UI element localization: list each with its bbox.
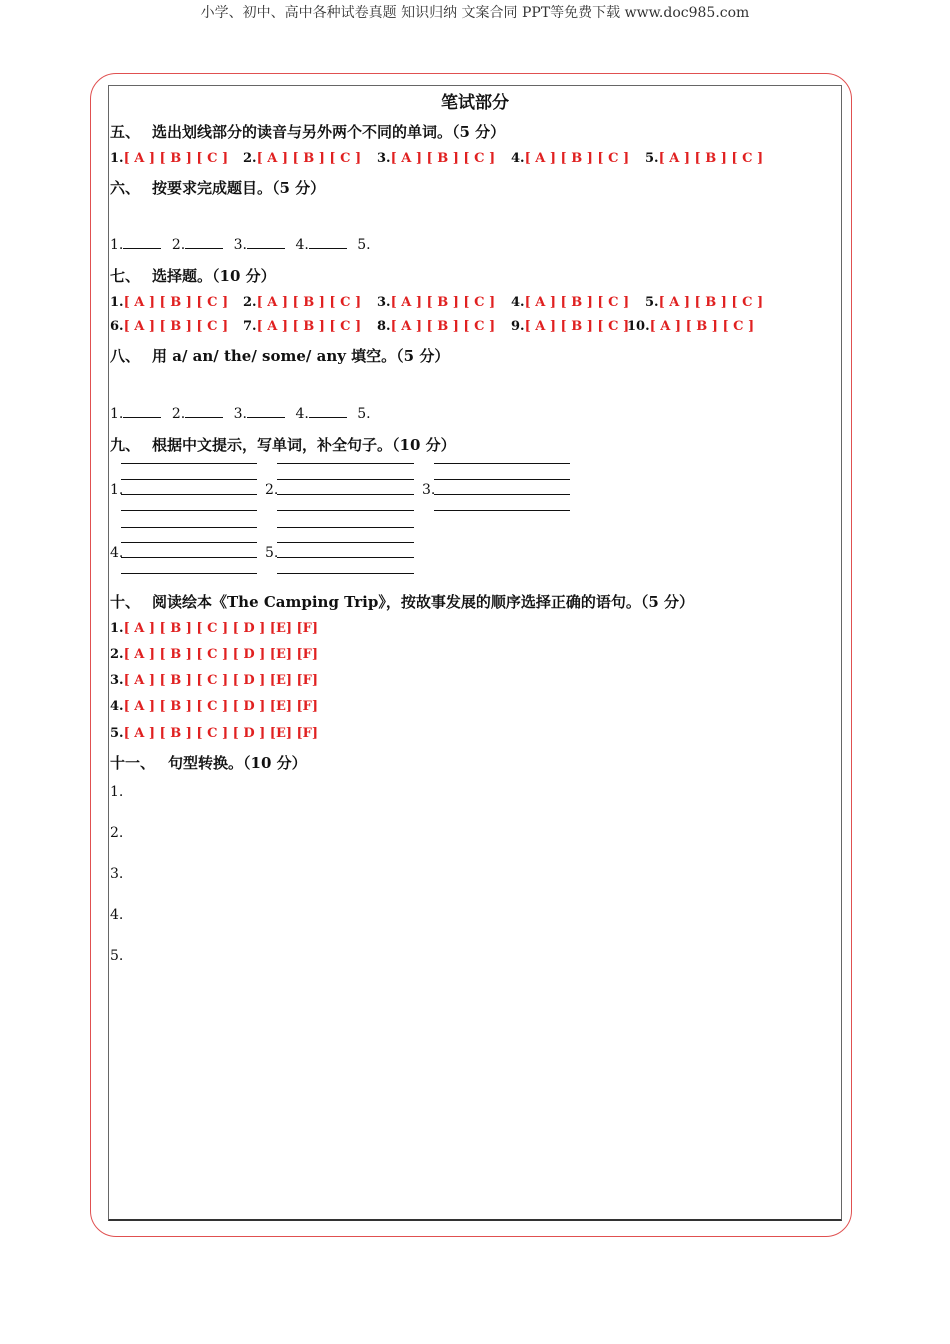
write-line[interactable] (277, 510, 414, 511)
blank-line[interactable] (123, 405, 161, 418)
section-7-heading (110, 265, 276, 286)
choice-boxes: [ A ] [ B ] [ C ] (390, 151, 496, 166)
choice-boxes: [ A ] [ B ] [ C ] (524, 151, 630, 166)
section-text: 阅读绘本《The Camping Trip》，按故事发展的顺序选择正确的语句。（5 分） (152, 593, 694, 611)
section-9-heading (110, 434, 456, 455)
q-number: 6. (110, 319, 124, 334)
s9-label-3: 3. (422, 482, 436, 498)
choice-boxes: [ A ] [ B ] [ C ] (649, 319, 755, 334)
s10-q3[interactable] (110, 673, 318, 688)
s5-q1[interactable] (110, 151, 228, 166)
q-number: 1. (110, 621, 124, 636)
choice-boxes: [ A ] [ B ] [ C ] (390, 319, 496, 334)
s11-answer-2[interactable]: 2. (110, 825, 124, 841)
choice-boxes: [ A ] [ B ] [ C ] (658, 295, 764, 310)
choice-boxes: [ A ] [ B ] [ C ] (256, 295, 362, 310)
write-line[interactable] (121, 479, 257, 480)
choice-boxes: [ A ] [ B ] [ C ] (390, 295, 496, 310)
s7-q6[interactable] (110, 319, 228, 334)
q-number: 4. (511, 295, 525, 310)
choice-boxes: [ A ] [ B ] [ C ] [ D ] [E] [F] (123, 726, 319, 741)
q-number: 2. (243, 295, 257, 310)
q-number: 7. (243, 319, 257, 334)
section-6-heading (110, 177, 325, 198)
s11-answer-1[interactable]: 1. (110, 784, 124, 800)
s11-answer-4[interactable]: 4. (110, 907, 124, 923)
section-number: 六、 (110, 179, 141, 197)
s9-label-4: 4. (110, 545, 124, 561)
q-number: 1. (110, 151, 124, 166)
s5-q5[interactable] (645, 151, 763, 166)
blank-label: 4. (295, 406, 309, 422)
q-number: 3. (377, 295, 391, 310)
s7-q10[interactable] (627, 319, 754, 334)
blank-line[interactable] (185, 405, 223, 418)
s7-q8[interactable] (377, 319, 495, 334)
write-line[interactable] (434, 494, 570, 495)
section-text: 用 a/ an/ the/ some/ any 填空。（5 分） (152, 347, 450, 365)
blank-label: 5. (357, 237, 371, 253)
blank-line[interactable] (123, 236, 161, 249)
choice-boxes: [ A ] [ B ] [ C ] (658, 151, 764, 166)
s9-label-2: 2. (265, 482, 279, 498)
section-number: 七、 (110, 267, 141, 285)
choice-boxes: [ A ] [ B ] [ C ] (123, 319, 229, 334)
s5-q2[interactable] (243, 151, 361, 166)
s11-answer-3[interactable]: 3. (110, 866, 124, 882)
write-line[interactable] (277, 479, 414, 480)
write-line[interactable] (434, 479, 570, 480)
choice-boxes: [ A ] [ B ] [ C ] (524, 295, 630, 310)
write-line[interactable] (277, 573, 414, 574)
q-number: 2. (243, 151, 257, 166)
write-line[interactable] (121, 542, 257, 543)
section-number: 八、 (110, 347, 141, 365)
section-number: 十一、 (110, 754, 156, 772)
s7-q2[interactable] (243, 295, 361, 310)
blank-line[interactable] (185, 236, 223, 249)
blank-line[interactable] (247, 405, 285, 418)
section-number: 五、 (110, 123, 141, 141)
q-number: 5. (110, 726, 124, 741)
section-10-heading (110, 591, 694, 612)
write-line[interactable] (121, 527, 257, 528)
s5-q3[interactable] (377, 151, 495, 166)
blank-label: 2. (171, 237, 186, 253)
choice-boxes: [ A ] [ B ] [ C ] [ D ] [E] [F] (123, 699, 319, 714)
s10-q4[interactable] (110, 699, 318, 714)
s10-q5[interactable] (110, 726, 318, 741)
write-line[interactable] (121, 494, 257, 495)
section-8-heading (110, 345, 449, 366)
page-title: 笔试部分 (441, 93, 509, 113)
section-number: 九、 (110, 436, 141, 454)
write-line[interactable] (277, 494, 414, 495)
write-line[interactable] (277, 542, 414, 543)
write-line[interactable] (434, 510, 570, 511)
s10-q2[interactable] (110, 647, 318, 662)
blank-label: 1. (110, 406, 124, 422)
q-number: 3. (110, 673, 124, 688)
blank-line[interactable] (309, 236, 347, 249)
section-text: 句型转换。（10 分） (168, 754, 307, 772)
s9-label-5: 5. (265, 545, 279, 561)
s6-blanks (110, 236, 371, 253)
blank-label: 3. (233, 406, 247, 422)
q-number: 4. (511, 151, 525, 166)
s7-q9[interactable] (511, 319, 629, 334)
s7-q4[interactable] (511, 295, 629, 310)
q-number: 1. (110, 295, 124, 310)
s11-answer-5[interactable]: 5. (110, 948, 124, 964)
s9-label-1: 1. (110, 482, 124, 498)
section-text: 根据中文提示，写单词，补全句子。（10 分） (152, 436, 456, 454)
write-line[interactable] (277, 557, 414, 558)
s7-q5[interactable] (645, 295, 763, 310)
blank-label: 4. (295, 237, 309, 253)
choice-boxes: [ A ] [ B ] [ C ] (123, 151, 229, 166)
section-number: 十、 (110, 593, 141, 611)
s7-q1[interactable] (110, 295, 228, 310)
write-line[interactable] (277, 527, 414, 528)
q-number: 8. (377, 319, 391, 334)
s7-q7[interactable] (243, 319, 361, 334)
choice-boxes: [ A ] [ B ] [ C ] [ D ] [E] [F] (123, 647, 319, 662)
write-line[interactable] (121, 510, 257, 511)
section-text: 按要求完成题目。（5 分） (152, 179, 326, 197)
q-number: 3. (377, 151, 391, 166)
choice-boxes: [ A ] [ B ] [ C ] (256, 319, 362, 334)
choice-boxes: [ A ] [ B ] [ C ] (123, 295, 229, 310)
blank-label: 1. (110, 237, 124, 253)
choice-boxes: [ A ] [ B ] [ C ] (524, 319, 630, 334)
s10-q1[interactable] (110, 621, 318, 636)
write-line[interactable] (277, 463, 414, 464)
q-number: 5. (645, 151, 659, 166)
write-line[interactable] (121, 573, 257, 574)
q-number: 5. (645, 295, 659, 310)
q-number: 4. (110, 699, 124, 714)
write-line[interactable] (121, 463, 257, 464)
choice-boxes: [ A ] [ B ] [ C ] [ D ] [E] [F] (123, 673, 319, 688)
choice-boxes: [ A ] [ B ] [ C ] [ D ] [E] [F] (123, 621, 319, 636)
section-text: 选择题。（10 分） (152, 267, 276, 285)
section-11-heading (110, 752, 307, 773)
q-number: 2. (110, 647, 124, 662)
write-line[interactable] (434, 463, 570, 464)
write-line[interactable] (121, 557, 257, 558)
blank-label: 3. (233, 237, 247, 253)
section-text: 选出划线部分的读音与另外两个不同的单词。（5 分） (152, 123, 506, 141)
blank-line[interactable] (247, 236, 285, 249)
s5-q4[interactable] (511, 151, 629, 166)
q-number: 10. (627, 319, 650, 334)
site-header: 小学、初中、高中各种试卷真题 知识归纳 文案合同 PPT等免费下载 www.doc985.com (200, 5, 750, 21)
blank-label: 2. (171, 406, 186, 422)
s7-q3[interactable] (377, 295, 495, 310)
s8-blanks (110, 405, 371, 422)
choice-boxes: [ A ] [ B ] [ C ] (256, 151, 362, 166)
blank-line[interactable] (309, 405, 347, 418)
section-5-heading (110, 121, 505, 142)
q-number: 9. (511, 319, 525, 334)
blank-label: 5. (357, 406, 371, 422)
